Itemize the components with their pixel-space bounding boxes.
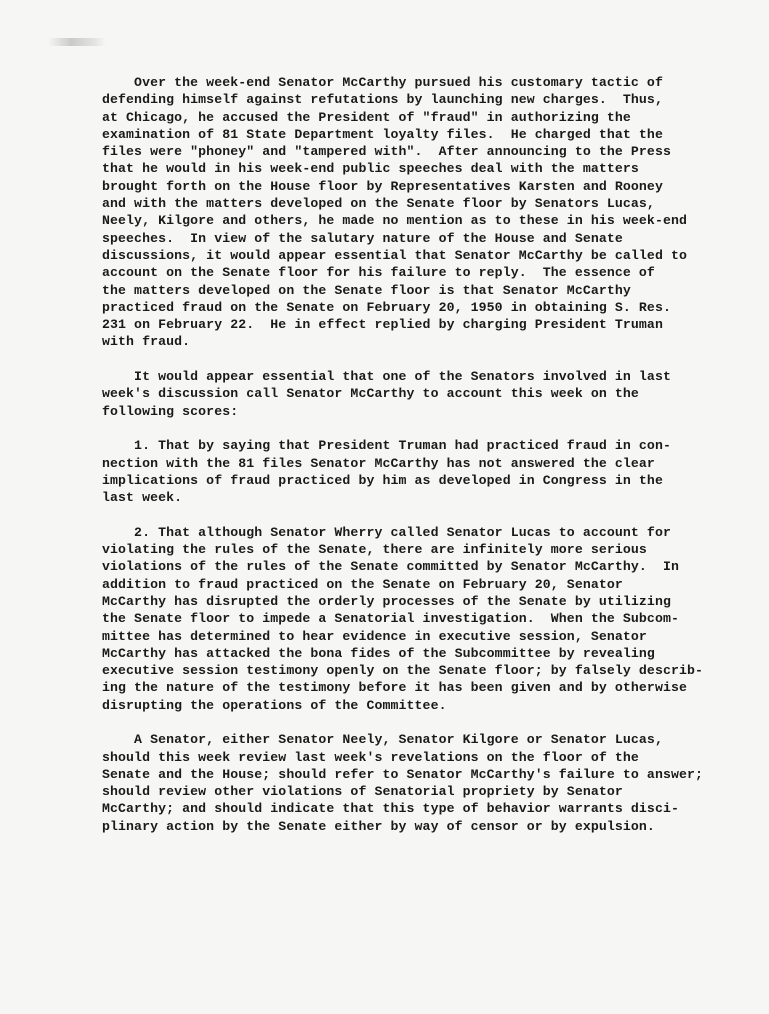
- paragraph-gap: [102, 506, 702, 523]
- text-line: week's discussion call Senator McCarthy to account this week on the: [102, 386, 639, 402]
- paragraph-gap: [102, 351, 702, 368]
- text-line: last week.: [102, 490, 183, 506]
- text-line: account on the Senate floor for his failure to reply. The essence of: [102, 265, 655, 281]
- text-line: and with the matters developed on the Senate floor by Senators Lucas,: [102, 196, 655, 212]
- text-line: that he would in his week-end public speeches deal with the matters: [102, 161, 639, 177]
- paper-smudge-mark: [48, 38, 106, 46]
- text-line: Neely, Kilgore and others, he made no mention as to these in his week-end: [102, 213, 688, 229]
- memo-paragraph: [102, 74, 702, 351]
- text-line: It would appear essential that one of the Senators involved in last: [102, 369, 671, 385]
- text-line: McCarthy; and should indicate that this type of behavior warrants disci-: [102, 801, 679, 817]
- text-line: 1. That by saying that President Truman had practiced fraud in con-: [102, 438, 671, 454]
- text-line: Over the week-end Senator McCarthy pursued his customary tactic of: [102, 75, 663, 90]
- memo-paragraph: [102, 368, 702, 420]
- text-line: violating the rules of the Senate, there are infinitely more serious: [102, 542, 647, 558]
- text-line: McCarthy has attacked the bona fides of the Subcommittee by revealing: [102, 645, 655, 661]
- text-line: mittee has determined to hear evidence in executive session, Senator: [102, 628, 647, 644]
- text-line: implications of fraud practiced by him as developed in Congress in the: [102, 472, 663, 488]
- text-line: 231 on February 22. He in effect replied by charging President Truman: [102, 317, 663, 333]
- text-line: defending himself against refutations by launching new charges. Thus,: [102, 92, 663, 108]
- text-line: with fraud.: [102, 334, 191, 350]
- paragraph-gap: [102, 714, 702, 731]
- text-line: the matters developed on the Senate floor is that Senator McCarthy: [102, 282, 631, 298]
- paragraph-gap: [102, 420, 702, 437]
- text-line: should review other violations of Senatorial propriety by Senator: [102, 784, 623, 800]
- text-line: McCarthy has disrupted the orderly processes of the Senate by utilizing: [102, 593, 671, 609]
- text-line: ing the nature of the testimony before it has been given and by otherwise: [102, 680, 688, 696]
- text-line: should this week review last week's revelations on the floor of the: [102, 749, 639, 765]
- text-line: 2. That although Senator Wherry called Senator Lucas to account for: [102, 524, 671, 540]
- text-line: addition to fraud practiced on the Senate on February 20, Senator: [102, 576, 623, 592]
- memo-paragraph: [102, 437, 702, 506]
- text-line: at Chicago, he accused the President of "fraud" in authorizing the: [102, 109, 631, 125]
- text-line: A Senator, either Senator Neely, Senator Kilgore or Senator Lucas,: [102, 732, 663, 748]
- text-line: practiced fraud on the Senate on February 20, 1950 in obtaining S. Res.: [102, 299, 671, 315]
- text-line: files were "phoney" and "tampered with". After announcing to the Press: [102, 144, 671, 160]
- text-line: violations of the rules of the Senate committed by Senator McCarthy. In: [102, 559, 679, 575]
- memo-body: [102, 74, 702, 835]
- text-line: speeches. In view of the salutary nature of the House and Senate: [102, 230, 623, 246]
- text-line: executive session testimony openly on the Senate floor; by falsely describ-: [102, 663, 704, 679]
- text-line: brought forth on the House floor by Representatives Karsten and Rooney: [102, 178, 663, 194]
- text-line: Senate and the House; should refer to Senator McCarthy's failure to answer;: [102, 766, 704, 782]
- text-line: discussions, it would appear essential that Senator McCarthy be called to: [102, 247, 688, 263]
- text-line: examination of 81 State Department loyalty files. He charged that the: [102, 126, 663, 142]
- memo-paragraph: [102, 731, 702, 835]
- text-line: nection with the 81 files Senator McCarthy has not answered the clear: [102, 455, 655, 471]
- memo-paragraph: [102, 524, 702, 714]
- text-line: disrupting the operations of the Committee.: [102, 697, 447, 713]
- text-line: following scores:: [102, 403, 239, 419]
- text-line: plinary action by the Senate either by way of censor or by expulsion.: [102, 818, 655, 834]
- text-line: the Senate floor to impede a Senatorial investigation. When the Subcom-: [102, 611, 679, 627]
